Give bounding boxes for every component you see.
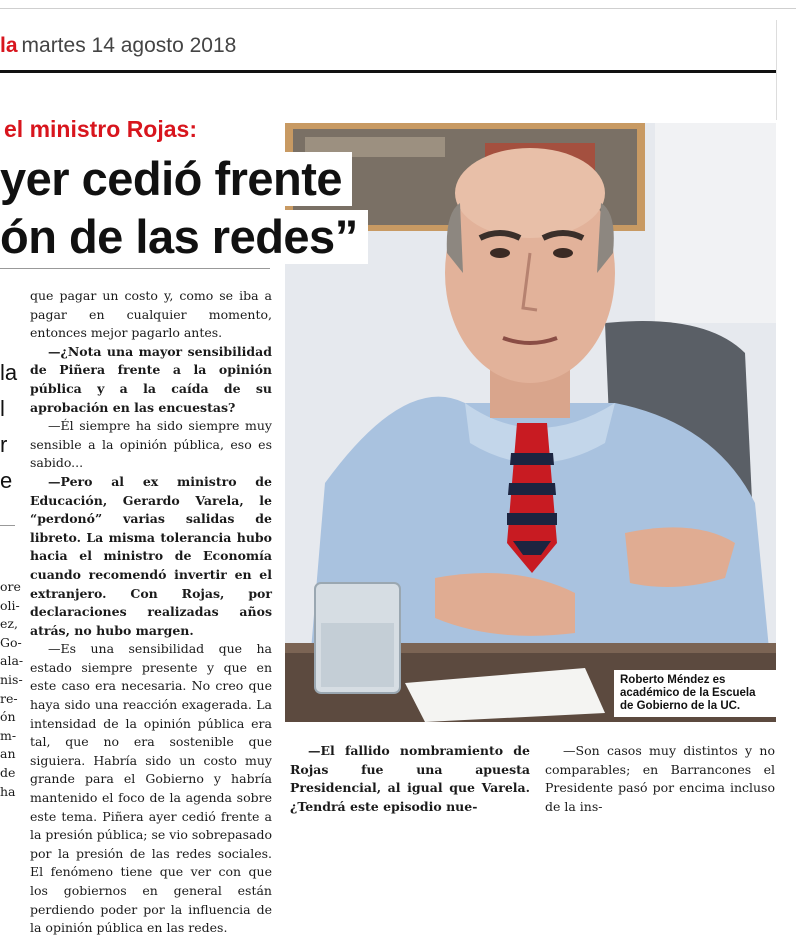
section-name-fragment: la [0, 34, 18, 57]
fragment-line: r [0, 432, 8, 457]
question: —¿Nota una mayor sensibilidad de Piñera frente a la opinión pública y a la caída de su aprobación en las encuestas? [30, 343, 272, 415]
headline-line-1: yer cedió frente [0, 152, 352, 206]
question: —El fallido nombramiento de Rojas fue una apuesta Presidencial, al igual que Varela. ¿Tendrá este episodio nue- [290, 743, 530, 814]
fragment-line: l [0, 396, 5, 421]
top-rule [0, 8, 796, 9]
article-column-2 [30, 287, 272, 938]
headline-rule [0, 268, 270, 269]
fragment-line: re- [0, 690, 18, 706]
left-fragment-rule [0, 525, 15, 526]
answer: —Él siempre ha sido siempre muy sensible a la opinión pública, eso es sabido... [30, 418, 272, 471]
headline-line-2: ón de las redes” [0, 210, 368, 264]
fragment-line: ez, [0, 616, 18, 632]
fragment-line: Go- [0, 634, 22, 650]
fragment-line: ón [0, 709, 16, 725]
fragment-line: e [0, 468, 13, 493]
article-column-4 [545, 742, 775, 816]
article-column-3 [290, 742, 530, 816]
headline-kicker: el ministro Rojas: [4, 116, 197, 142]
paragraph: que pagar un costo y, como se iba a pagar en cualquier momento, entonces mejor pagarlo antes. [30, 288, 272, 341]
left-column-fragment-text [0, 578, 24, 801]
answer: —Es una sensibilidad que ha estado siempre presente y que en este caso era necesaria. No creo que haya sido una reacción exagerada. La intensidad de la opinión pública era tal, que no era sostenible que siguiera. Habría sido un costo muy grande para el Gobierno y habría mantenido el foco de la agenda sobre este tema. Piñera ayer cedió frente a la presión pública; se vio sobrepasado por la presión de las redes sociales. El fenómeno tiene que ver con que los gobiernos en general están perdiendo poder por la influencia de la opinión pública en las redes. [30, 641, 272, 936]
fragment-line: an [0, 746, 16, 762]
header-rule [0, 70, 776, 73]
fragment-line: ala- [0, 653, 24, 669]
fragment-line: de [0, 764, 16, 780]
answer: —Son casos muy distintos y no comparables; en Barrancones el Presidente pasó por encima incluso de la ins- [545, 743, 775, 814]
photo-caption: Roberto Méndez es académico de la Escuela de Gobierno de la UC. [614, 670, 776, 717]
fragment-line: m- [0, 727, 17, 743]
fragment-line: nis- [0, 671, 23, 687]
page-edge-rule [776, 20, 777, 120]
dateline [0, 34, 236, 58]
left-column-fragment-large [0, 355, 16, 499]
fragment-line: la [0, 360, 18, 385]
fragment-line: oli- [0, 597, 20, 613]
fragment-line: ha [0, 783, 16, 799]
fragment-line: ore [0, 579, 21, 594]
question: —Pero al ex ministro de Educación, Gerardo Varela, le “perdonó” varias salidas de libreto. La misma tolerancia hubo hacia el ministro de Economía cuando recomendó invertir en el extranjero. Con Rojas, por declaraciones realizadas años atrás, no hubo margen. [30, 473, 272, 638]
issue-date: martes 14 agosto 2018 [21, 34, 237, 57]
